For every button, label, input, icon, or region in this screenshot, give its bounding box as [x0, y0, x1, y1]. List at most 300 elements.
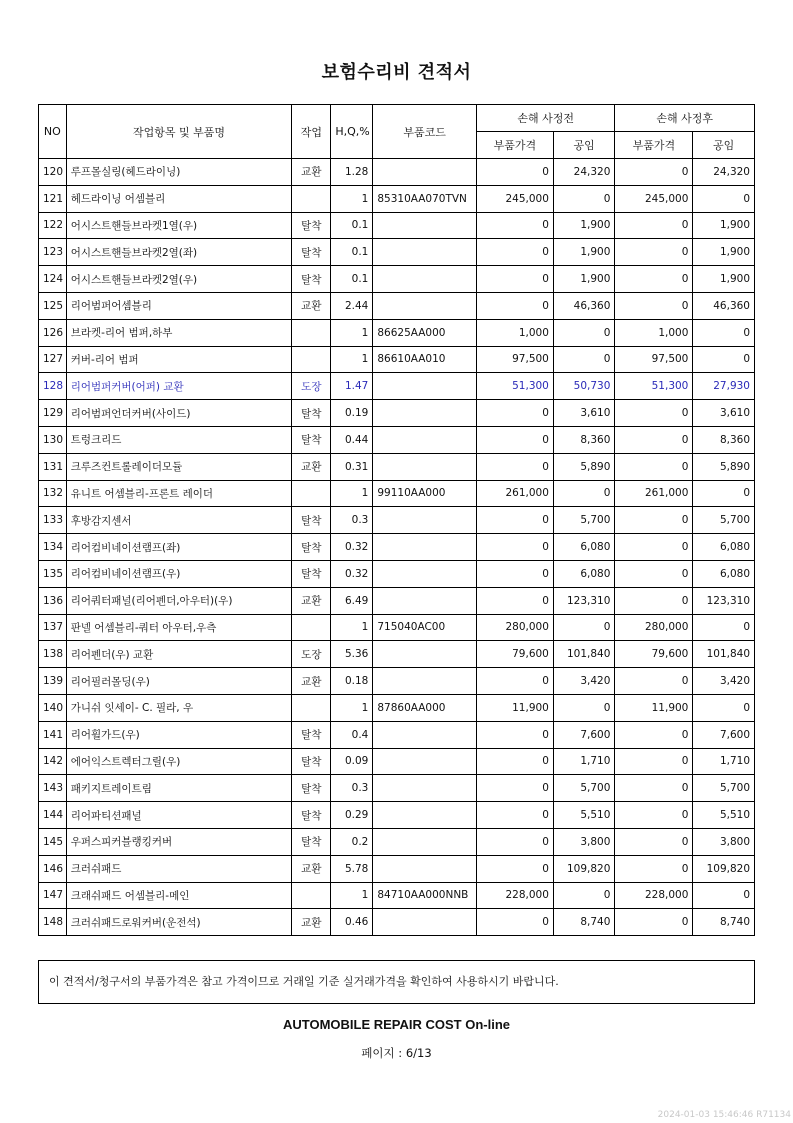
cell-part-code	[373, 159, 477, 186]
cell-part-code	[373, 373, 477, 400]
cell-no: 120	[39, 159, 67, 186]
cell-item-name: 리어범퍼어셈블리	[66, 292, 292, 319]
table-row	[39, 828, 755, 855]
cell-part-code	[373, 587, 477, 614]
cell-part-code	[373, 668, 477, 695]
header-before-labor: 공임	[553, 132, 615, 159]
cell-work-type: 교환	[292, 587, 331, 614]
cell-after-labor: 3,610	[693, 400, 755, 427]
cell-before-labor: 8,740	[553, 909, 615, 936]
cell-after-labor: 1,900	[693, 239, 755, 266]
cell-part-code: 84710AA000NNB	[373, 882, 477, 909]
header-before-price: 부품가격	[476, 132, 553, 159]
cell-hq: 2.44	[331, 292, 373, 319]
cell-no: 138	[39, 641, 67, 668]
cell-before-labor: 0	[553, 346, 615, 373]
cell-work-type: 탈착	[292, 775, 331, 802]
cell-before-labor: 109,820	[553, 855, 615, 882]
table-row	[39, 802, 755, 829]
cell-after-labor: 0	[693, 185, 755, 212]
cell-hq: 5.36	[331, 641, 373, 668]
cell-item-name: 어시스트핸들브라켓2열(우)	[66, 266, 292, 293]
cell-no: 126	[39, 319, 67, 346]
cell-no: 130	[39, 426, 67, 453]
table-row	[39, 909, 755, 936]
table-row	[39, 721, 755, 748]
cell-after-labor: 5,890	[693, 453, 755, 480]
table-row	[39, 400, 755, 427]
cell-no: 139	[39, 668, 67, 695]
cell-no: 122	[39, 212, 67, 239]
cell-part-code	[373, 641, 477, 668]
table-row	[39, 426, 755, 453]
table-row	[39, 185, 755, 212]
cell-item-name: 리어컴비네이션램프(우)	[66, 560, 292, 587]
cell-work-type: 도장	[292, 641, 331, 668]
header-hq: H,Q,%	[331, 105, 373, 159]
table-row	[39, 587, 755, 614]
cell-after-price: 0	[615, 400, 693, 427]
cell-item-name: 브라켓-리어 범퍼,하부	[66, 319, 292, 346]
cell-before-price: 280,000	[476, 614, 553, 641]
cell-before-labor: 1,710	[553, 748, 615, 775]
cell-before-price: 0	[476, 507, 553, 534]
cell-item-name: 리어범퍼언더커버(사이드)	[66, 400, 292, 427]
cell-part-code	[373, 266, 477, 293]
cell-before-price: 0	[476, 855, 553, 882]
cell-work-type	[292, 882, 331, 909]
cell-part-code	[373, 560, 477, 587]
cell-item-name: 크래쉬패드 어셈블리-메인	[66, 882, 292, 909]
cell-no: 146	[39, 855, 67, 882]
table-row	[39, 882, 755, 909]
page-number: 페이지 : 6/13	[361, 1046, 432, 1060]
cell-no: 127	[39, 346, 67, 373]
print-timestamp: 2024-01-03 15:46:46 R71134	[657, 1110, 791, 1120]
cell-after-price: 1,000	[615, 319, 693, 346]
cell-before-labor: 7,600	[553, 721, 615, 748]
cell-work-type: 탈착	[292, 534, 331, 561]
cell-no: 147	[39, 882, 67, 909]
cell-hq: 0.31	[331, 453, 373, 480]
cell-work-type: 교환	[292, 909, 331, 936]
cell-no: 123	[39, 239, 67, 266]
header-after-assessment: 손해 사정후	[615, 105, 755, 132]
cell-hq: 0.4	[331, 721, 373, 748]
cell-before-price: 0	[476, 909, 553, 936]
cell-work-type: 탈착	[292, 748, 331, 775]
cell-work-type	[292, 480, 331, 507]
cell-after-labor: 24,320	[693, 159, 755, 186]
cell-before-labor: 1,900	[553, 212, 615, 239]
cell-part-code	[373, 292, 477, 319]
table-row	[39, 453, 755, 480]
cell-work-type: 탈착	[292, 239, 331, 266]
cell-part-code	[373, 802, 477, 829]
document-title: 보험수리비 견적서	[321, 62, 472, 83]
cell-hq: 1	[331, 694, 373, 721]
cell-after-price: 0	[615, 909, 693, 936]
cell-no: 131	[39, 453, 67, 480]
cell-work-type: 교환	[292, 159, 331, 186]
cell-before-price: 0	[476, 159, 553, 186]
cell-before-labor: 123,310	[553, 587, 615, 614]
cell-before-price: 79,600	[476, 641, 553, 668]
cell-after-labor: 1,900	[693, 266, 755, 293]
cell-hq: 1	[331, 185, 373, 212]
table-row	[39, 560, 755, 587]
cell-no: 121	[39, 185, 67, 212]
cell-work-type: 탈착	[292, 212, 331, 239]
cell-after-price: 245,000	[615, 185, 693, 212]
cell-before-price: 0	[476, 212, 553, 239]
cell-before-labor: 5,700	[553, 507, 615, 534]
cell-part-code	[373, 426, 477, 453]
cell-before-labor: 0	[553, 614, 615, 641]
cell-item-name: 리어파티션패널	[66, 802, 292, 829]
cell-work-type	[292, 319, 331, 346]
cell-item-name: 크러쉬패드	[66, 855, 292, 882]
cell-work-type: 교환	[292, 453, 331, 480]
cell-before-price: 0	[476, 453, 553, 480]
cell-work-type: 탈착	[292, 507, 331, 534]
cell-part-code	[373, 400, 477, 427]
header-before-assessment: 손해 사정전	[476, 105, 614, 132]
cell-after-price: 0	[615, 802, 693, 829]
cell-work-type: 교환	[292, 292, 331, 319]
cell-hq: 6.49	[331, 587, 373, 614]
cell-hq: 1	[331, 319, 373, 346]
cell-after-labor: 7,600	[693, 721, 755, 748]
cell-work-type: 탈착	[292, 426, 331, 453]
cell-before-price: 0	[476, 426, 553, 453]
cell-hq: 0.3	[331, 775, 373, 802]
header-after-labor: 공임	[693, 132, 755, 159]
cell-item-name: 어시스트핸들브라켓2열(좌)	[66, 239, 292, 266]
cell-after-price: 0	[615, 748, 693, 775]
cell-before-price: 1,000	[476, 319, 553, 346]
cell-before-price: 0	[476, 828, 553, 855]
cell-item-name: 리어펜더(우) 교환	[66, 641, 292, 668]
header-after-price: 부품가격	[615, 132, 693, 159]
cell-hq: 1	[331, 614, 373, 641]
cell-hq: 0.18	[331, 668, 373, 695]
cell-after-labor: 0	[693, 346, 755, 373]
cell-before-labor: 0	[553, 694, 615, 721]
cell-after-price: 261,000	[615, 480, 693, 507]
cell-after-price: 0	[615, 721, 693, 748]
cell-part-code: 99110AA000	[373, 480, 477, 507]
cell-hq: 1.28	[331, 159, 373, 186]
cell-after-labor: 3,420	[693, 668, 755, 695]
cell-after-labor: 6,080	[693, 534, 755, 561]
cell-before-price: 97,500	[476, 346, 553, 373]
cell-part-code	[373, 212, 477, 239]
cell-after-labor: 5,510	[693, 802, 755, 829]
cell-after-price: 0	[615, 587, 693, 614]
cell-part-code: 85310AA070TVN	[373, 185, 477, 212]
cell-work-type: 탈착	[292, 266, 331, 293]
cell-after-price: 0	[615, 292, 693, 319]
cell-before-labor: 5,510	[553, 802, 615, 829]
cell-item-name: 에어익스트렉터그릴(우)	[66, 748, 292, 775]
cell-before-price: 0	[476, 292, 553, 319]
cell-work-type: 탈착	[292, 721, 331, 748]
estimate-table	[38, 104, 755, 936]
cell-before-labor: 3,420	[553, 668, 615, 695]
cell-part-code: 87860AA000	[373, 694, 477, 721]
cell-after-labor: 46,360	[693, 292, 755, 319]
cell-before-labor: 5,890	[553, 453, 615, 480]
cell-part-code	[373, 239, 477, 266]
cell-before-labor: 0	[553, 480, 615, 507]
cell-before-labor: 3,800	[553, 828, 615, 855]
cell-part-code	[373, 748, 477, 775]
cell-after-labor: 0	[693, 882, 755, 909]
cell-item-name: 리어컴비네이션램프(좌)	[66, 534, 292, 561]
cell-no: 132	[39, 480, 67, 507]
cell-after-labor: 0	[693, 319, 755, 346]
cell-item-name: 가니쉬 잇세이- C. 필라, 우	[66, 694, 292, 721]
cell-part-code: 86610AA010	[373, 346, 477, 373]
cell-item-name: 후방감지센서	[66, 507, 292, 534]
cell-before-price: 0	[476, 802, 553, 829]
cell-part-code	[373, 909, 477, 936]
cell-hq: 1	[331, 480, 373, 507]
cell-hq: 1	[331, 346, 373, 373]
cell-after-labor: 0	[693, 480, 755, 507]
cell-after-labor: 5,700	[693, 775, 755, 802]
cell-hq: 0.1	[331, 266, 373, 293]
table-row	[39, 748, 755, 775]
cell-item-name: 판넬 어셈블리-쿼터 아우터,우측	[66, 614, 292, 641]
cell-no: 128	[39, 373, 67, 400]
cell-no: 125	[39, 292, 67, 319]
cell-after-price: 0	[615, 426, 693, 453]
cell-hq: 0.09	[331, 748, 373, 775]
table-row	[39, 212, 755, 239]
table-row	[39, 855, 755, 882]
cell-work-type	[292, 185, 331, 212]
cell-before-labor: 0	[553, 185, 615, 212]
cell-before-labor: 0	[553, 319, 615, 346]
cell-no: 136	[39, 587, 67, 614]
cell-before-labor: 8,360	[553, 426, 615, 453]
cell-no: 140	[39, 694, 67, 721]
cell-after-price: 0	[615, 453, 693, 480]
table-row	[39, 159, 755, 186]
cell-after-price: 0	[615, 855, 693, 882]
cell-item-name: 헤드라이닝 어셈블리	[66, 185, 292, 212]
cell-hq: 1.47	[331, 373, 373, 400]
table-row	[39, 694, 755, 721]
cell-work-type: 탈착	[292, 828, 331, 855]
cell-after-labor: 0	[693, 614, 755, 641]
cell-after-price: 0	[615, 775, 693, 802]
cell-hq: 0.1	[331, 212, 373, 239]
cell-after-price: 0	[615, 212, 693, 239]
cell-part-code	[373, 453, 477, 480]
cell-hq: 0.3	[331, 507, 373, 534]
cell-before-price: 0	[476, 587, 553, 614]
table-row	[39, 775, 755, 802]
cell-item-name: 유니트 어셈블리-프론트 레이더	[66, 480, 292, 507]
cell-part-code	[373, 534, 477, 561]
cell-work-type: 교환	[292, 855, 331, 882]
cell-after-price: 0	[615, 159, 693, 186]
cell-part-code	[373, 507, 477, 534]
cell-after-price: 0	[615, 507, 693, 534]
footer-title: AUTOMOBILE REPAIR COST On-line	[282, 1017, 511, 1032]
header-no: NO	[39, 105, 67, 159]
cell-work-type	[292, 346, 331, 373]
table-row	[39, 292, 755, 319]
cell-before-price: 228,000	[476, 882, 553, 909]
cell-after-price: 0	[615, 668, 693, 695]
cell-item-name: 패키지트레이트림	[66, 775, 292, 802]
cell-before-price: 0	[476, 239, 553, 266]
cell-no: 135	[39, 560, 67, 587]
cell-before-labor: 5,700	[553, 775, 615, 802]
cell-no: 133	[39, 507, 67, 534]
cell-work-type: 탈착	[292, 400, 331, 427]
cell-after-labor: 101,840	[693, 641, 755, 668]
cell-part-code	[373, 775, 477, 802]
cell-before-labor: 3,610	[553, 400, 615, 427]
header-item: 작업항목 및 부품명	[66, 105, 292, 159]
table-row	[39, 534, 755, 561]
cell-before-labor: 101,840	[553, 641, 615, 668]
table-row	[39, 319, 755, 346]
cell-after-price: 11,900	[615, 694, 693, 721]
cell-item-name: 커버-리어 범퍼	[66, 346, 292, 373]
cell-after-price: 0	[615, 828, 693, 855]
table-body	[39, 159, 755, 936]
cell-hq: 0.32	[331, 534, 373, 561]
cell-before-labor: 1,900	[553, 266, 615, 293]
cell-after-price: 280,000	[615, 614, 693, 641]
cell-item-name: 리어필러몰딩(우)	[66, 668, 292, 695]
cell-hq: 5.78	[331, 855, 373, 882]
cell-work-type: 교환	[292, 668, 331, 695]
cell-before-price: 0	[476, 721, 553, 748]
cell-work-type: 탈착	[292, 560, 331, 587]
cell-hq: 0.1	[331, 239, 373, 266]
cell-work-type: 도장	[292, 373, 331, 400]
cell-after-price: 0	[615, 560, 693, 587]
table-row	[39, 266, 755, 293]
cell-hq: 0.2	[331, 828, 373, 855]
cell-before-price: 0	[476, 266, 553, 293]
cell-no: 142	[39, 748, 67, 775]
cell-before-price: 0	[476, 400, 553, 427]
table-row	[39, 507, 755, 534]
cell-before-price: 245,000	[476, 185, 553, 212]
cell-after-labor: 6,080	[693, 560, 755, 587]
header-code: 부품코드	[373, 105, 477, 159]
cell-no: 143	[39, 775, 67, 802]
cell-part-code	[373, 828, 477, 855]
cell-no: 129	[39, 400, 67, 427]
cell-after-price: 51,300	[615, 373, 693, 400]
cell-hq: 1	[331, 882, 373, 909]
cell-after-price: 79,600	[615, 641, 693, 668]
table-row	[39, 239, 755, 266]
table-row	[39, 641, 755, 668]
cell-before-labor: 6,080	[553, 534, 615, 561]
cell-hq: 0.44	[331, 426, 373, 453]
cell-part-code: 715040AC00	[373, 614, 477, 641]
table-row	[39, 614, 755, 641]
header-work: 작업	[292, 105, 331, 159]
cell-before-labor: 1,900	[553, 239, 615, 266]
cell-before-price: 0	[476, 534, 553, 561]
cell-after-labor: 8,740	[693, 909, 755, 936]
cell-hq: 0.19	[331, 400, 373, 427]
cell-no: 141	[39, 721, 67, 748]
cell-item-name: 리어쿼터패널(리어펜더,아우터)(우)	[66, 587, 292, 614]
cell-part-code	[373, 721, 477, 748]
cell-no: 145	[39, 828, 67, 855]
cell-hq: 0.46	[331, 909, 373, 936]
cell-after-price: 97,500	[615, 346, 693, 373]
cell-after-price: 228,000	[615, 882, 693, 909]
cell-after-labor: 0	[693, 694, 755, 721]
cell-item-name: 우퍼스피커블랭킹커버	[66, 828, 292, 855]
cell-no: 137	[39, 614, 67, 641]
cell-item-name: 어시스트핸들브라켓1열(우)	[66, 212, 292, 239]
cell-after-labor: 8,360	[693, 426, 755, 453]
cell-hq: 0.32	[331, 560, 373, 587]
cell-item-name: 루프몰실링(헤드라이닝)	[66, 159, 292, 186]
cell-before-price: 0	[476, 775, 553, 802]
cell-after-price: 0	[615, 534, 693, 561]
cell-work-type	[292, 694, 331, 721]
table-row	[39, 373, 755, 400]
cell-part-code: 86625AA000	[373, 319, 477, 346]
cell-before-price: 261,000	[476, 480, 553, 507]
cell-no: 144	[39, 802, 67, 829]
cell-hq: 0.29	[331, 802, 373, 829]
table-row	[39, 668, 755, 695]
notice-box: 이 견적서/청구서의 부품가격은 참고 가격이므로 거래일 기준 실거래가격을 확인하여 사용하시기 바랍니다.	[38, 960, 755, 1004]
cell-before-price: 0	[476, 560, 553, 587]
cell-before-price: 51,300	[476, 373, 553, 400]
cell-after-labor: 123,310	[693, 587, 755, 614]
cell-after-labor: 1,710	[693, 748, 755, 775]
table-row	[39, 480, 755, 507]
cell-before-price: 0	[476, 748, 553, 775]
cell-before-labor: 24,320	[553, 159, 615, 186]
cell-after-labor: 27,930	[693, 373, 755, 400]
cell-no: 148	[39, 909, 67, 936]
cell-before-labor: 46,360	[553, 292, 615, 319]
cell-item-name: 크루즈컨트롤레이더모듈	[66, 453, 292, 480]
cell-no: 134	[39, 534, 67, 561]
cell-after-price: 0	[615, 239, 693, 266]
cell-before-price: 11,900	[476, 694, 553, 721]
cell-before-labor: 6,080	[553, 560, 615, 587]
table-row	[39, 346, 755, 373]
cell-work-type	[292, 614, 331, 641]
cell-before-labor: 50,730	[553, 373, 615, 400]
cell-after-price: 0	[615, 266, 693, 293]
cell-item-name: 트렁크리드	[66, 426, 292, 453]
cell-after-labor: 1,900	[693, 212, 755, 239]
cell-item-name: 리어휠가드(우)	[66, 721, 292, 748]
cell-before-price: 0	[476, 668, 553, 695]
cell-after-labor: 5,700	[693, 507, 755, 534]
